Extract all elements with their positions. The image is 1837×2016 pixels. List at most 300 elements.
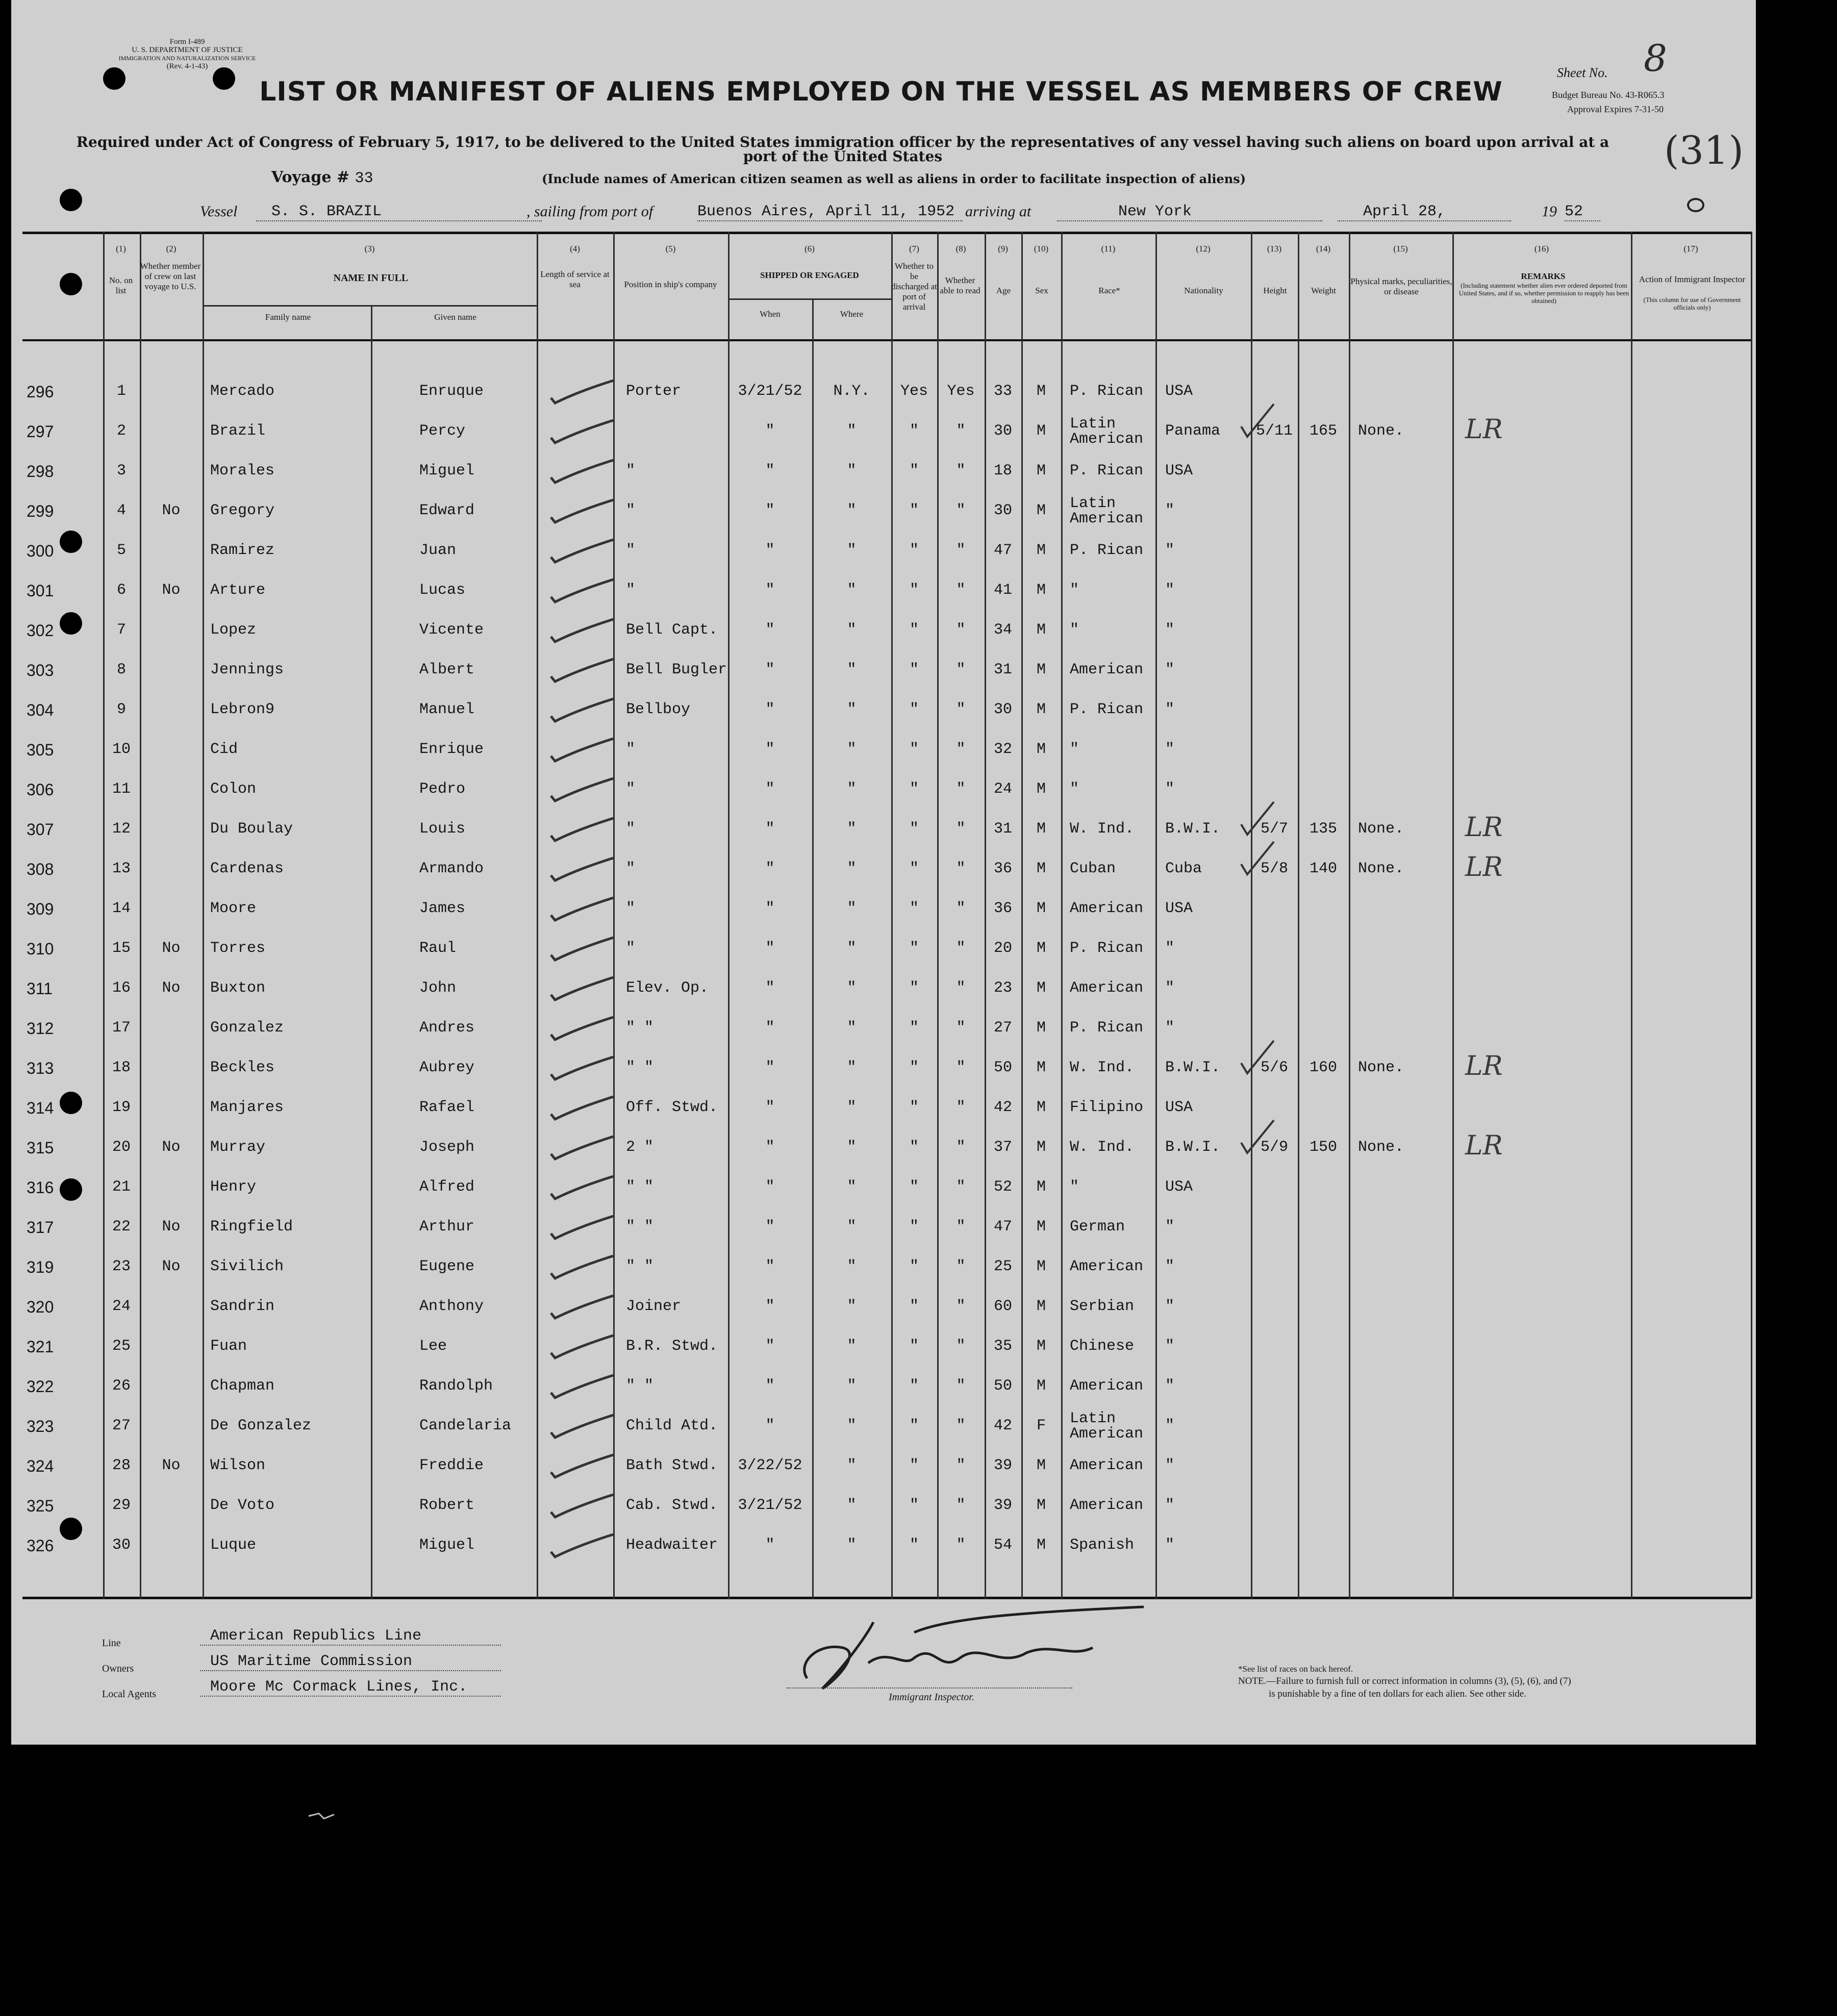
column-number: (17)	[1683, 244, 1698, 254]
row-margin-number: 322	[27, 1377, 54, 1396]
family-name: Luque	[210, 1536, 257, 1554]
sex: M	[1036, 1099, 1046, 1116]
table-row	[11, 531, 1751, 570]
given-name: Percy	[419, 422, 466, 440]
discharged: "	[909, 1139, 919, 1156]
row-margin-number: 305	[27, 741, 54, 759]
race: Cuban	[1070, 860, 1116, 877]
column-number: (5)	[665, 244, 676, 254]
required-line-2: port of the United States	[743, 148, 943, 165]
row-number: 24	[112, 1298, 131, 1315]
remark-initials: LR	[1465, 812, 1503, 843]
nationality: "	[1165, 1218, 1175, 1236]
shipped-when: "	[765, 1536, 775, 1554]
service-check-mark	[547, 531, 618, 566]
shipped-where: "	[847, 780, 857, 798]
given-name: Pedro	[419, 780, 466, 798]
age: 24	[993, 780, 1012, 798]
able-to-read: "	[956, 701, 966, 718]
able-to-read: "	[956, 1258, 966, 1275]
shipped-when: "	[765, 1139, 775, 1156]
service-check-mark	[547, 928, 618, 964]
discharged: "	[909, 1258, 919, 1275]
race: W. Ind.	[1070, 1059, 1135, 1076]
nationality: "	[1165, 1497, 1175, 1514]
nationality: Cuba	[1165, 860, 1202, 877]
service-check-mark	[547, 610, 618, 646]
shipped-when: "	[765, 462, 775, 480]
family-name: Murray	[210, 1139, 266, 1156]
discharged: "	[909, 701, 919, 718]
column-rule	[1751, 232, 1752, 1599]
shipped-where: "	[847, 1536, 857, 1554]
family-name: Arture	[210, 582, 266, 599]
arriving-at: New York	[1057, 203, 1322, 221]
col-given-name-header: Given name	[434, 312, 476, 322]
row-number: 15	[112, 940, 131, 957]
subheader-rule	[203, 305, 537, 307]
races-note: *See list of races on back hereof.	[1238, 1664, 1353, 1674]
family-name: Colon	[210, 780, 257, 798]
weight: 140	[1309, 860, 1337, 877]
service-check-mark	[547, 729, 618, 765]
remark-initials: LR	[1465, 1130, 1503, 1161]
nationality: "	[1165, 940, 1175, 957]
able-to-read: "	[956, 1497, 966, 1514]
age: 37	[993, 1139, 1012, 1156]
col-race-header: Race*	[1098, 286, 1120, 295]
discharged: "	[909, 422, 919, 440]
age: 35	[993, 1338, 1012, 1355]
position: " "	[626, 1019, 654, 1037]
discharged: "	[909, 860, 919, 877]
race: W. Ind.	[1070, 820, 1135, 838]
budget-bureau: Budget Bureau No. 43-R065.3	[1552, 90, 1665, 100]
height: 5/8	[1260, 860, 1288, 877]
nationality: "	[1165, 701, 1175, 718]
sex: M	[1036, 820, 1046, 838]
shipped-where: "	[847, 582, 857, 599]
race: Serbian	[1070, 1298, 1135, 1315]
able-to-read: "	[956, 1536, 966, 1554]
position: " "	[626, 1218, 654, 1236]
shipped-when: "	[765, 979, 775, 997]
row-number: 16	[112, 979, 131, 997]
family-name: Ringfield	[210, 1218, 293, 1236]
col-remarks-header: REMARKS	[1521, 271, 1566, 281]
sex: M	[1036, 900, 1046, 917]
table-row	[11, 729, 1751, 769]
age: 33	[993, 383, 1012, 400]
column-number: (12)	[1196, 244, 1211, 254]
table-row	[11, 1446, 1751, 1485]
approval-expires: Approval Expires 7-31-50	[1567, 104, 1664, 114]
row-number: 2	[116, 422, 126, 440]
shipped-when: "	[765, 621, 775, 639]
able-to-read: "	[956, 1298, 966, 1315]
row-number: 23	[112, 1258, 131, 1275]
nationality: "	[1165, 1298, 1175, 1315]
shipped-when: "	[765, 1019, 775, 1037]
family-name: Gonzalez	[210, 1019, 284, 1037]
given-name: Vicente	[419, 621, 484, 639]
shipped-when: 3/21/52	[738, 383, 802, 400]
sex: M	[1036, 383, 1046, 400]
voyage-label: Voyage # 33	[271, 168, 373, 187]
discharged: "	[909, 1338, 919, 1355]
sex: M	[1036, 940, 1046, 957]
row-margin-number: 298	[27, 462, 54, 481]
table-row	[11, 1326, 1751, 1366]
column-number: (14)	[1316, 244, 1331, 254]
row-number: 19	[112, 1099, 131, 1116]
table-row	[11, 1525, 1751, 1565]
corner-circle	[1687, 198, 1704, 212]
nationality: B.W.I.	[1165, 820, 1221, 838]
row-number: 21	[112, 1178, 131, 1196]
row-number: 17	[112, 1019, 131, 1037]
age: 25	[993, 1258, 1012, 1275]
given-name: Enrique	[419, 741, 484, 758]
shipped-where: "	[847, 502, 857, 519]
sex: M	[1036, 1536, 1046, 1554]
shipped-when: "	[765, 900, 775, 917]
agents-value: Moore Mc Cormack Lines, Inc.	[200, 1678, 501, 1697]
service-check-mark	[547, 1088, 618, 1123]
column-number: (7)	[909, 244, 919, 254]
given-name: Joseph	[419, 1139, 475, 1156]
service-check-mark	[547, 1008, 618, 1044]
sex: M	[1036, 979, 1046, 997]
service-check-mark	[547, 1207, 618, 1243]
race: American	[1070, 661, 1144, 678]
given-name: Eugene	[419, 1258, 475, 1275]
shipped-when: "	[765, 1298, 775, 1315]
position: "	[626, 741, 636, 758]
line-label: Line	[102, 1637, 121, 1649]
service-check-mark	[547, 650, 618, 686]
shipped-where: "	[847, 979, 857, 997]
given-name: James	[419, 900, 466, 917]
column-number: (4)	[570, 244, 580, 254]
service-check-mark	[547, 1406, 618, 1442]
position: "	[626, 582, 636, 599]
table-bottom-rule	[22, 1597, 1751, 1599]
row-margin-number: 299	[27, 502, 54, 520]
row-margin-number: 319	[27, 1258, 54, 1276]
sailing-label: , sailing from port of	[526, 203, 653, 220]
form-revision: (Rev. 4-1-43)	[166, 62, 208, 70]
sex: M	[1036, 1497, 1046, 1514]
given-name: Raul	[419, 940, 457, 957]
service-check-mark	[547, 809, 618, 845]
race: P. Rican	[1070, 462, 1144, 480]
discharged: "	[909, 1377, 919, 1395]
nationality: "	[1165, 582, 1175, 599]
row-margin-number: 304	[27, 701, 54, 719]
row-number: 29	[112, 1497, 131, 1514]
service-check-mark	[547, 1127, 618, 1163]
column-number: (1)	[116, 244, 126, 254]
table-row	[11, 1167, 1751, 1207]
age: 36	[993, 860, 1012, 877]
age: 42	[993, 1099, 1012, 1116]
age: 23	[993, 979, 1012, 997]
punch-hole	[60, 189, 82, 211]
last-voyage: No	[162, 1258, 181, 1275]
position: "	[626, 502, 636, 519]
age: 39	[993, 1457, 1012, 1474]
year-prefix: 19	[1542, 203, 1557, 220]
last-voyage: No	[162, 940, 181, 957]
able-to-read: "	[956, 661, 966, 678]
race: Latin	[1070, 1410, 1116, 1427]
discharged: "	[909, 940, 919, 957]
shipped-when: 3/21/52	[738, 1497, 802, 1514]
shipped-where: "	[847, 741, 857, 758]
able-to-read: "	[956, 542, 966, 559]
agents-label: Local Agents	[102, 1689, 157, 1700]
shipped-when: "	[765, 701, 775, 718]
shipped-where: "	[847, 1417, 857, 1434]
row-number: 5	[116, 542, 126, 559]
sex: M	[1036, 701, 1046, 718]
sex: M	[1036, 1178, 1046, 1196]
table-top-rule	[22, 232, 1751, 234]
position: Bellboy	[626, 701, 691, 718]
able-to-read: "	[956, 820, 966, 838]
col-physical-marks-header: Physical marks, peculiarities, or disease	[1350, 276, 1452, 296]
discharged: Yes	[900, 383, 928, 400]
race: "	[1070, 1178, 1079, 1196]
race: P. Rican	[1070, 383, 1144, 400]
row-number: 13	[112, 860, 131, 877]
table-row	[11, 491, 1751, 531]
arrival-date: April 28,	[1338, 203, 1511, 221]
nationality: "	[1165, 1338, 1175, 1355]
column-number: (2)	[166, 244, 177, 254]
position: "	[626, 860, 636, 877]
discharged: "	[909, 462, 919, 480]
shipped-where: "	[847, 1298, 857, 1315]
family-name: Morales	[210, 462, 275, 480]
col-nationality-header: Nationality	[1184, 286, 1223, 295]
table-row	[11, 371, 1751, 411]
service-check-mark	[547, 690, 618, 725]
height: 5/11	[1255, 422, 1293, 440]
last-voyage: No	[162, 502, 181, 519]
shipped-when: "	[765, 1178, 775, 1196]
nationality: "	[1165, 1019, 1175, 1037]
row-margin-number: 307	[27, 820, 54, 839]
family-name: Moore	[210, 900, 257, 917]
table-row	[11, 1485, 1751, 1525]
manifest-sheet	[11, 0, 1756, 1745]
family-name: Cid	[210, 741, 238, 758]
race-line-2: American	[1070, 431, 1144, 448]
age: 18	[993, 462, 1012, 480]
shipped-where: "	[847, 1099, 857, 1116]
able-to-read: "	[956, 1377, 966, 1395]
nationality: "	[1165, 1417, 1175, 1434]
nationality: "	[1165, 741, 1175, 758]
sex: M	[1036, 502, 1046, 519]
family-name: Jennings	[210, 661, 284, 678]
physical-marks: None.	[1358, 1059, 1404, 1076]
row-margin-number: 324	[27, 1457, 54, 1475]
weight: 160	[1309, 1059, 1337, 1076]
height-check-mark	[1238, 839, 1279, 879]
given-name: Lee	[419, 1338, 447, 1355]
race-line-2: American	[1070, 1425, 1144, 1443]
row-margin-number: 326	[27, 1536, 54, 1555]
position: "	[626, 780, 636, 798]
sex: M	[1036, 462, 1046, 480]
able-to-read: "	[956, 1178, 966, 1196]
col-no-on-list-header: No. on list	[109, 275, 133, 295]
sheet-label: Sheet No.	[1557, 65, 1608, 80]
sex: M	[1036, 661, 1046, 678]
position: "	[626, 462, 636, 480]
nationality: Panama	[1165, 422, 1221, 440]
row-number: 10	[112, 741, 131, 758]
note-line-2: is punishable by a fine of ten dollars for each alien. See other side.	[1269, 1689, 1526, 1699]
service-check-mark	[547, 1326, 618, 1362]
remark-initials: LR	[1465, 852, 1503, 883]
row-margin-number: 312	[27, 1019, 54, 1038]
row-margin-number: 321	[27, 1338, 54, 1356]
col-discharged-header: Whether to be discharged at port of arrival	[891, 261, 937, 312]
row-number: 26	[112, 1377, 131, 1395]
service-check-mark	[547, 1247, 618, 1282]
discharged: "	[909, 1417, 919, 1434]
able-to-read: "	[956, 900, 966, 917]
column-number: (8)	[955, 244, 966, 254]
family-name: Lopez	[210, 621, 257, 639]
sex: F	[1036, 1417, 1046, 1434]
race: American	[1070, 979, 1144, 997]
service-check-mark	[547, 1167, 618, 1203]
given-name: Anthony	[419, 1298, 484, 1315]
height: 5/9	[1260, 1139, 1288, 1156]
table-row	[11, 411, 1751, 451]
discharged: "	[909, 1178, 919, 1196]
family-name: Henry	[210, 1178, 257, 1196]
form-service: IMMIGRATION AND NATURALIZATION SERVICE	[118, 55, 256, 62]
shipped-where: "	[847, 1377, 857, 1395]
shipped-when: "	[765, 1258, 775, 1275]
shipped-when: "	[765, 582, 775, 599]
service-check-mark	[547, 1525, 618, 1561]
race: American	[1070, 900, 1144, 917]
given-name: Armando	[419, 860, 484, 877]
shipped-when: "	[765, 1218, 775, 1236]
sailing-from: Buenos Aires, April 11, 1952	[697, 203, 963, 221]
row-number: 8	[116, 661, 126, 678]
service-check-mark	[547, 1048, 618, 1083]
able-to-read: "	[956, 462, 966, 480]
discharged: "	[909, 979, 919, 997]
shipped-when: "	[765, 502, 775, 519]
nationality: USA	[1165, 462, 1193, 480]
discharged: "	[909, 542, 919, 559]
row-margin-number: 320	[27, 1298, 54, 1316]
given-name: Andres	[419, 1019, 475, 1037]
race: "	[1070, 780, 1079, 798]
able-to-read: "	[956, 1417, 966, 1434]
shipped-when: "	[765, 820, 775, 838]
row-number: 20	[112, 1139, 131, 1156]
position: Bath Stwd.	[626, 1457, 718, 1474]
physical-marks: None.	[1358, 860, 1404, 877]
row-number: 4	[116, 502, 126, 519]
note-line-1: NOTE.—Failure to furnish full or correct information in columns (3), (5), (6), and (7)	[1238, 1676, 1571, 1686]
physical-marks: None.	[1358, 820, 1404, 838]
able-to-read: "	[956, 860, 966, 877]
column-number: (15)	[1393, 244, 1408, 254]
race: "	[1070, 582, 1079, 599]
family-name: Cardenas	[210, 860, 284, 877]
sex: M	[1036, 741, 1046, 758]
able-to-read: "	[956, 940, 966, 957]
sex: M	[1036, 1457, 1046, 1474]
age: 30	[993, 422, 1012, 440]
col-action-header: Action of Immigrant Inspector	[1639, 274, 1746, 284]
col-length-service-header: Length of service at sea	[540, 269, 610, 289]
race: Filipino	[1070, 1099, 1144, 1116]
service-check-mark	[547, 849, 618, 885]
sex: M	[1036, 1298, 1046, 1315]
position: Off. Stwd.	[626, 1099, 718, 1116]
row-margin-number: 314	[27, 1099, 54, 1117]
height-check-mark	[1238, 799, 1279, 840]
family-name: De Gonzalez	[210, 1417, 312, 1434]
shipped-where: "	[847, 1457, 857, 1474]
table-row	[11, 769, 1751, 809]
discharged: "	[909, 1497, 919, 1514]
last-voyage: No	[162, 582, 181, 599]
shipped-when: "	[765, 1377, 775, 1395]
family-name: Buxton	[210, 979, 266, 997]
age: 52	[993, 1178, 1012, 1196]
row-margin-number: 325	[27, 1497, 54, 1515]
able-to-read: "	[956, 502, 966, 519]
row-margin-number: 296	[27, 383, 54, 401]
nationality: "	[1165, 542, 1175, 559]
row-number: 1	[116, 383, 126, 400]
col-position-header: Position in ship's company	[624, 280, 717, 289]
sex: M	[1036, 542, 1046, 559]
discharged: "	[909, 502, 919, 519]
table-row	[11, 889, 1751, 928]
shipped-when: "	[765, 1099, 775, 1116]
discharged: "	[909, 780, 919, 798]
service-check-mark	[547, 491, 618, 526]
position: Elev. Op.	[626, 979, 709, 997]
table-row	[11, 1247, 1751, 1287]
nationality: "	[1165, 1377, 1175, 1395]
family-name: Brazil	[210, 422, 266, 440]
height-check-mark	[1238, 401, 1279, 442]
table-row	[11, 928, 1751, 968]
able-to-read: "	[956, 1457, 966, 1474]
race: Chinese	[1070, 1338, 1135, 1355]
family-name: Mercado	[210, 383, 275, 400]
inspector-signature	[787, 1602, 1154, 1704]
given-name: Miguel	[419, 1536, 475, 1554]
given-name: Robert	[419, 1497, 475, 1514]
shipped-where: "	[847, 701, 857, 718]
